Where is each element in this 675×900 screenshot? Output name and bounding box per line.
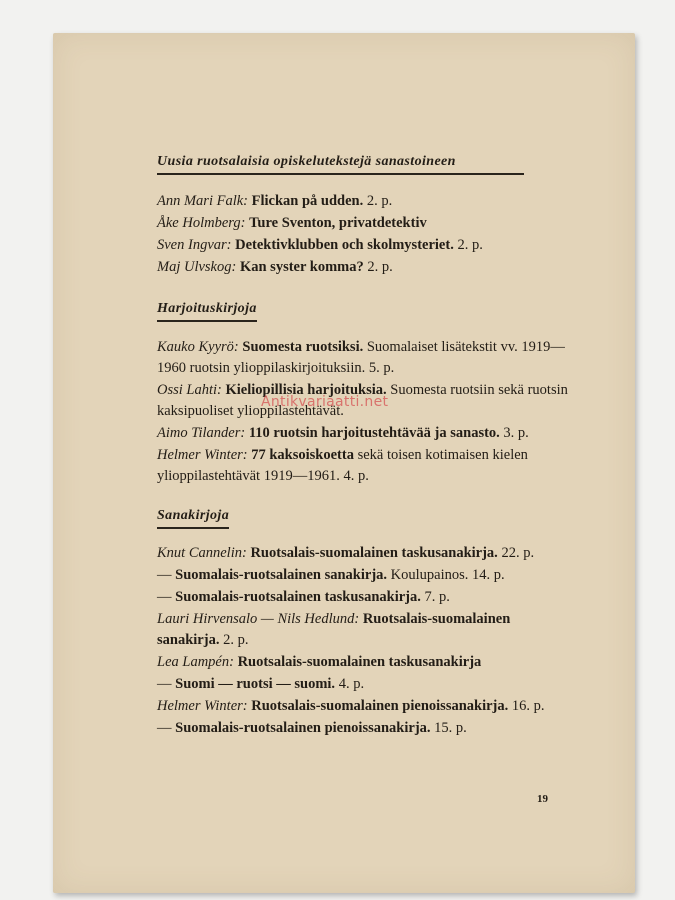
list-item [157,587,567,608]
title: Flickan på udden. [251,193,364,209]
edition: 22. p. [501,545,535,561]
edition: 2. p. [366,193,393,209]
list-item [157,696,567,717]
edition: 4. p. [338,676,365,692]
title: Suomalais-ruotsalainen pienoissanakirja. [175,720,431,736]
author: Helmer Winter: [157,447,248,463]
author: Kauko Kyyrö: [157,339,239,355]
author: Lauri Hirvensalo — Nils Hedlund: [157,611,360,627]
title: Ruotsalais-suomalainen taskusanakirja [237,654,482,670]
list-item [157,718,567,739]
title: Ruotsalais-suomalainen sanakirja. [157,611,511,648]
list-item [157,423,587,444]
section-heading: Harjoituskirjoja [157,301,257,322]
book-back-cover [53,33,635,893]
edition: Koulupainos. 14. p. [390,567,505,583]
section-dictionaries-list [157,543,567,739]
dash: — [157,589,172,605]
title: 110 ruotsin harjoitustehtävää ja sanasto. [248,425,500,441]
author: Ossi Lahti: [157,382,222,398]
title: Suomalais-ruotsalainen taskusanakirja. [175,589,421,605]
section-new-texts [157,154,524,175]
list-item [157,337,587,379]
title: Suomi — ruotsi — suomi. [175,676,336,692]
list-item [157,543,567,564]
description: Suomesta ruotsiin sekä ruotsin kaksipuoliset ylioppilastehtävät. [157,382,568,419]
section-dictionaries [157,506,229,529]
description: Suomalaiset lisätekstit vv. 1919—1960 ruotsin ylioppilaskirjoituksiin. 5. p. [157,339,565,376]
list-item [157,565,567,586]
list-item [157,609,567,651]
author: Ann Mari Falk: [157,193,249,209]
author: Helmer Winter: [157,698,248,714]
section-heading: Sanakirjoja [157,508,229,529]
dash: — [157,676,172,692]
title: Suomesta ruotsiksi. [242,339,364,355]
list-item [157,652,567,673]
edition: 15. p. [434,720,467,736]
edition: 7. p. [424,589,450,605]
author: Aimo Tilander: [157,425,246,441]
list-item [157,191,483,212]
section-exercise-books-list [157,337,587,488]
author: Sven Ingvar: [157,237,232,253]
list-item [157,445,587,487]
title: Ture Sventon, privatdetektiv [249,215,427,231]
section-exercise-books [157,299,257,322]
page-number: 19 [537,793,548,805]
dash: — [157,567,172,583]
title: Ruotsalais-suomalainen pienoissanakirja. [251,698,509,714]
edition: 2. p. [457,237,483,253]
title: Ruotsalais-suomalainen taskusanakirja. [250,545,498,561]
dash: — [157,720,172,736]
author: Maj Ulvskog: [157,259,237,275]
list-item [157,213,483,234]
edition: 3. p. [503,425,529,441]
list-item [157,674,567,695]
author: Lea Lampén: [157,654,234,670]
title: Kieliopillisia harjoituksia. [225,382,387,398]
title: Suomalais-ruotsalainen sanakirja. [175,567,388,583]
edition: 2. p. [223,632,249,648]
edition: 16. p. [511,698,545,714]
description: sekä toisen kotimaisen kielen ylioppilastehtävät 1919—1961. 4. p. [157,447,528,484]
title: Kan syster komma? [239,259,364,275]
section-heading: Uusia ruotsalaisia opiskelutekstejä sanastoineen [157,154,524,175]
list-item [157,257,483,278]
author: Åke Holmberg: [157,215,246,231]
author: Knut Cannelin: [157,545,247,561]
title: 77 kaksoiskoetta [251,447,354,463]
edition: 2. p. [367,259,393,275]
section-new-texts-list [157,191,483,278]
watermark: Antikvariaatti.net [261,394,389,410]
title: Detektivklubben och skolmysteriet. [235,237,454,253]
list-item [157,235,483,256]
